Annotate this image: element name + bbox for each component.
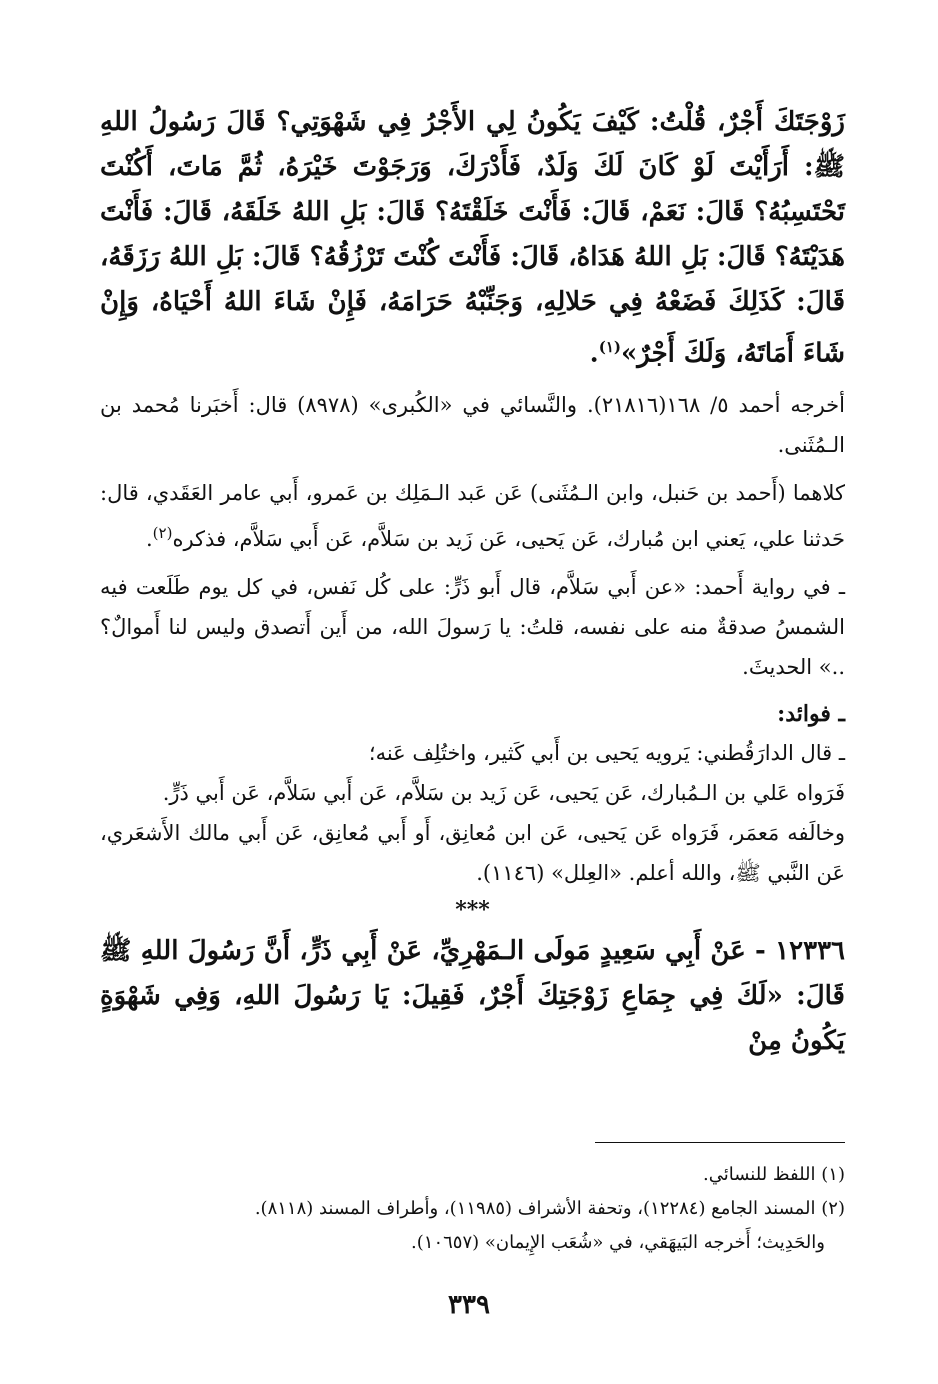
takhrij-paragraph: أخرجه أحمد ٥/ ١٦٨(٢١٨١٦). والنَّسائي في «الكُبرى» (٨٩٧٨) قال: أَخبَرنا مُحمد بن الـمُثَنى. [100, 392, 845, 457]
footnote-2-continuation: والحَدِيث؛ أَخرجه البَيهَقي، في «شُعَب الإِيمان» (١٠٦٥٧). [411, 1232, 825, 1253]
ahmad-variant-paragraph: ـ في رواية أَحمد: «عن أَبي سَلاَّم، قال أَبو ذَرٍّ: على كُل نَفس، في كل يوم طَلَعت فيه الشمسُ صدقةٌ منه على نفسه، قلتُ: يا رَسولَ الله، من أَين أَتصدق وليس لنا أَموالٌ؟ ..» الحديثَ. [100, 574, 845, 679]
hadith-continuation [100, 100, 845, 377]
footnote-1: (١) اللفظ للنسائي. [703, 1164, 845, 1185]
footnotes [100, 1158, 845, 1260]
benefits-heading: ـ فوائد: [777, 700, 845, 727]
footnote-2: (٢) المسند الجامع (١٢٢٨٤)، وتحفة الأشراف (١١٩٨٥)، وأطراف المسند (٨١١٨). [254, 1198, 845, 1219]
daraqutni-paragraph: ـ قال الدارَقُطني: يَرويه يَحيى بن أَبي كَثير، واختُلِف عَنه؛ [368, 740, 845, 765]
chain-end: . [145, 526, 153, 551]
hadith-continuation-end: . [589, 338, 599, 369]
next-hadith [100, 929, 845, 1064]
narration-2-paragraph: وخالَفه مَعمَر، فَرَواه عَن يَحيى، عَن ابن مُعانِق، أَو أَبي مُعانِق، عَن أَبي مالك الأَشعَري، عَن النَّبي ﷺ، والله أعلم. «العِلل» (١١٤٦). [100, 820, 845, 885]
footnote-mark-2: (٢) [152, 523, 173, 542]
next-hadith-text: - عَنْ أَبِي سَعِيدٍ مَولَى الـمَهْرِيِّ، عَنْ أَبِي ذَرٍّ، أَنَّ رَسُولَ اللهِ ﷺ قَالَ: «لَكَ فِي جِمَاعِ زَوْجَتِكَ أَجْرٌ، فَقِيلَ: يَا رَسُولَ اللهِ، وَفِي شَهْوَةٍ يَكُونُ مِنْ [100, 935, 845, 1056]
next-hadith-number: ١٢٣٣٦ [775, 935, 845, 966]
hadith-continuation-text: زَوْجَتَكَ أَجْرٌ، قُلْتُ: كَيْفَ يَكُونُ لِي الأَجْرُ فِي شَهْوَتِي؟ قَالَ رَسُولُ اللهِ ﷺ: أَرَأَيْتَ لَوْ كَانَ لَكَ وَلَدٌ، فَأَدْرَكَ، وَرَجَوْتَ خَيْرَهُ، ثُمَّ مَاتَ، أَكُنْتَ تَحْتَسِبُهُ؟ قَالَ: نَعَمْ، قَالَ: فَأَنْتَ خَلَقْتَهُ؟ قَالَ: بَلِ اللهُ خَلَقَهُ، قَالَ: فَأَنْتَ هَدَيْتَهُ؟ قَالَ: بَلِ اللهُ هَدَاهُ، قَالَ: فَأَنْتَ كُنْتَ تَرْزُقُهُ؟ قَالَ: بَلِ اللهُ رَزَقَهُ، قَالَ: كَذَلِكَ فَضَعْهُ فِي حَلالِهِ، وَجَنِّبْهُ حَرَامَهُ، فَإِنْ شَاءَ اللهُ أَحْيَاهُ، وَإِنْ شَاءَ أَمَاتَهُ، وَلَكَ أَجْرٌ» [100, 107, 845, 369]
narration-1-paragraph: فَرَواه عَلي بن الـمُبارك، عَن يَحيى، عَن زَيد بن سَلاَّم، عَن أَبي سَلاَّم، عَن أَبي ذَرٍّ. [162, 780, 845, 805]
page-number: ٣٣٩ [448, 1290, 490, 1320]
chain-paragraph [100, 473, 845, 559]
section-separator: *** [455, 896, 490, 923]
page-body [100, 100, 845, 1064]
chain-text: كلاهما (أَحمد بن حَنبل، وابن الـمُثَنى) عَن عَبد الـمَلِك بن عَمرو، أَبي عامر العَقَدي، قال: حَدثنا علي، يَعني ابن مُبارك، عَن يَحيى، عَن زَيد بن سَلاَّم، عَن أَبي سَلاَّم، فذكره [100, 480, 845, 551]
footnote-mark-1: (١) [598, 338, 621, 356]
footnote-divider [595, 1142, 845, 1143]
